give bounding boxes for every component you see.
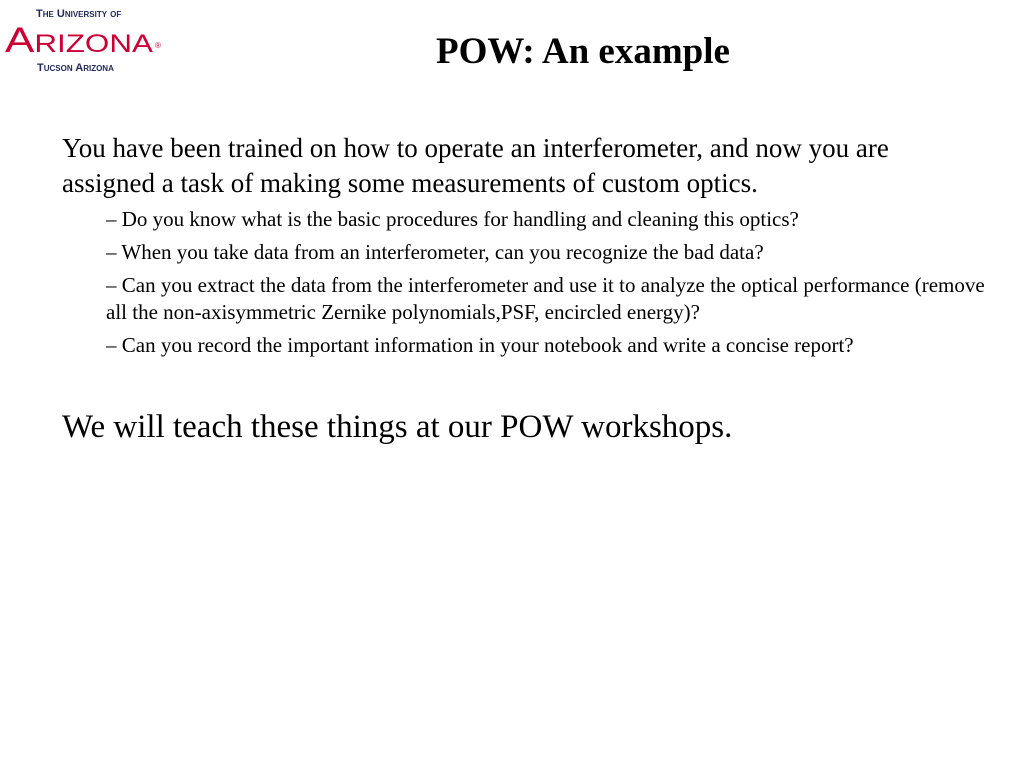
list-item: – Can you record the important information in your notebook and write a concise report? bbox=[106, 333, 854, 357]
list-item: – Can you extract the data from the interferometer and use it to analyze the optical performance (remove all the non-axisymmetric Zernike polynomials,PSF, encircled energy)? bbox=[106, 273, 985, 324]
closing-statement: We will teach these things at our POW workshops. bbox=[62, 409, 733, 445]
question-list bbox=[106, 206, 986, 365]
list-item: – When you take data from an interferometer, can you recognize the bad data? bbox=[106, 240, 764, 264]
list-item: – Do you know what is the basic procedures for handling and cleaning this optics? bbox=[106, 207, 799, 231]
logo-registered-mark: ® bbox=[155, 41, 161, 50]
intro-paragraph: You have been trained on how to operate an interferometer, and now you are assigned a task of making some measurements of custom optics. bbox=[62, 133, 889, 198]
logo-line-university: The University of bbox=[36, 8, 122, 20]
logo-wordmark: Arizona bbox=[5, 21, 154, 60]
slide-title: POW: An example bbox=[436, 31, 730, 72]
logo-line-tucson: Tucson Arizona bbox=[37, 62, 114, 74]
